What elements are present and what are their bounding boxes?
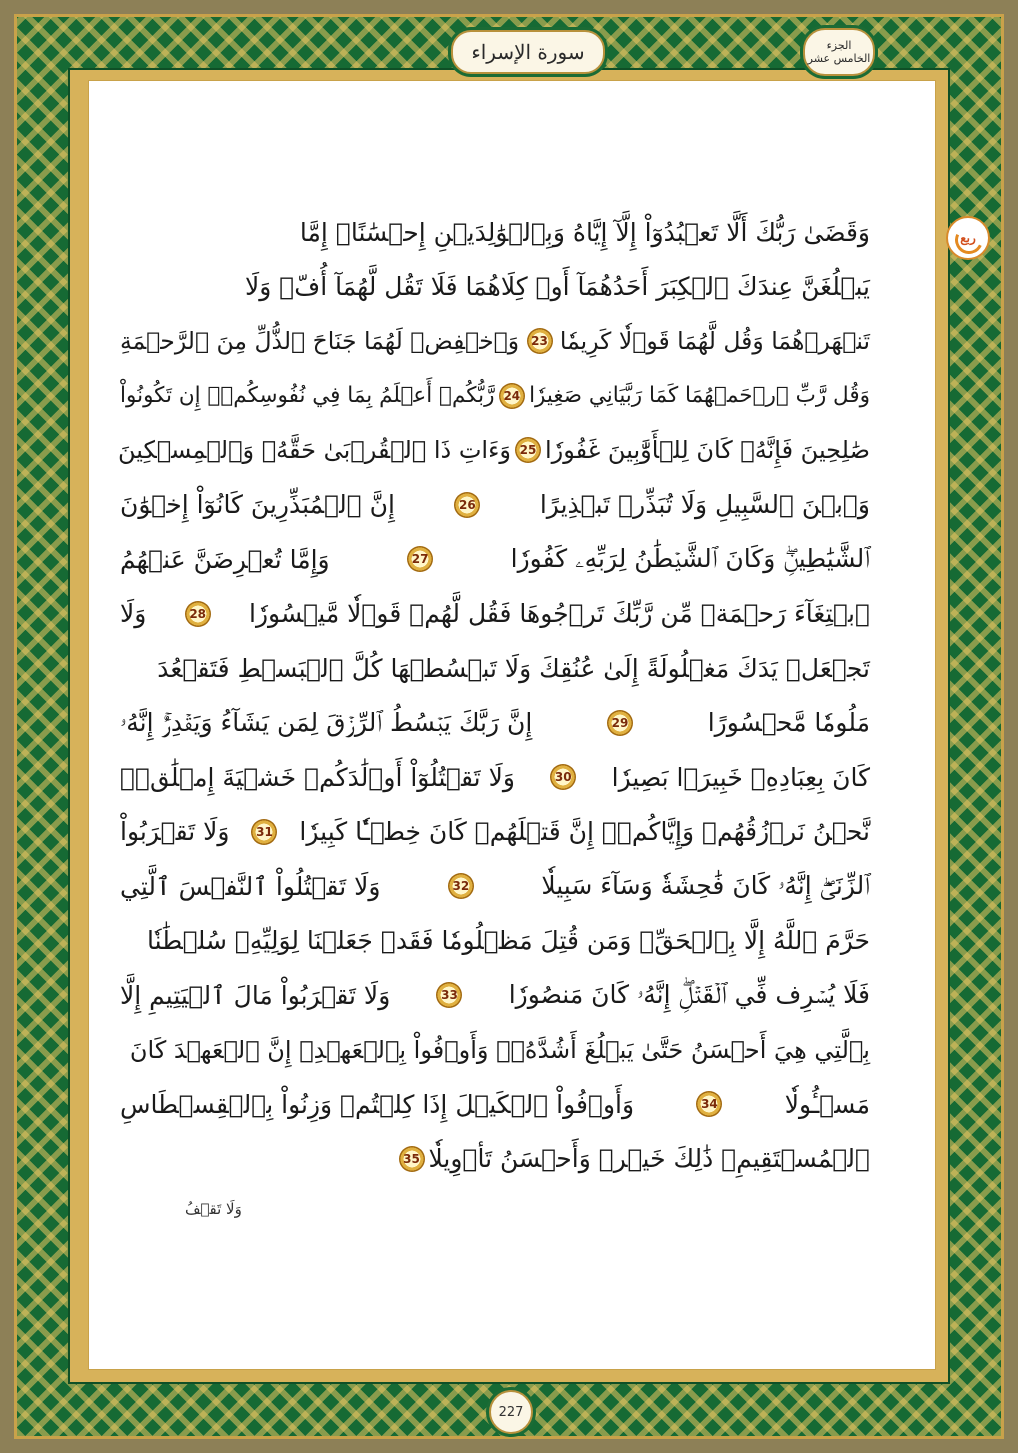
- verse-text: تَنۡهَرۡهُمَا وَقُل لَّهُمَا قَوۡلٗا كَرِيمٗا: [559, 327, 870, 356]
- verse-line: [120, 205, 870, 260]
- verse-line: [120, 1077, 870, 1132]
- verse-text: وَأَوۡفُواْ ٱلۡكَيۡلَ إِذَا كِلۡتُمۡ وَزِنُواْ بِٱلۡقِسۡطَاسِ: [120, 1089, 635, 1119]
- verse-text: وَٱخۡفِضۡ لَهُمَا جَنَاحَ ٱلذُّلِّ مِنَ ٱلرَّحۡمَةِ: [120, 327, 520, 356]
- catchword: وَلَا تَقۡفُ: [185, 1200, 242, 1218]
- verse-line: [120, 750, 870, 805]
- verse-text: رَّبُّكُمۡ أَعۡلَمُ بِمَا فِي نُفُوسِكُمۡۚ إِن تَكُونُواْ: [120, 383, 495, 409]
- juz-label: الجزء: [826, 39, 852, 52]
- ayah-number-marker: 30: [550, 764, 576, 790]
- verse-text: ٱلۡمُسۡتَقِيمِۚ ذَٰلِكَ خَيۡرٞ وَأَحۡسَنُ تَأۡوِيلٗا: [428, 1144, 870, 1174]
- verse-text: ٱبۡتِغَآءَ رَحۡمَةٖ مِّن رَّبِّكَ تَرۡجُوهَا فَقُل لَّهُمۡ قَوۡلٗا مَّيۡسُورٗا: [249, 599, 870, 629]
- verse-text: وَلَا تَقۡرَبُواْ: [120, 817, 230, 847]
- verse-text: يَبۡلُغَنَّ عِندَكَ ٱلۡكِبَرَ أَحَدُهُمَآ أَوۡ كِلَاهُمَا فَلَا تَقُل لَّهُمَآ أُفّٖ وَلَا: [245, 272, 870, 302]
- verse-text: وَءَاتِ ذَا ٱلۡقُرۡبَىٰ حَقَّهُۥ وَٱلۡمِسۡكِينَ: [117, 436, 511, 465]
- verse-text: تَجۡعَلۡ يَدَكَ مَغۡلُولَةً إِلَىٰ عُنُقِكَ وَلَا تَبۡسُطۡهَا كُلَّ ٱلۡبَسۡطِ فَتَقۡعُدَ: [157, 653, 870, 683]
- hizb-label: ربع: [960, 231, 976, 245]
- page-number-cartouche: [489, 1390, 533, 1434]
- verse-line: [120, 1132, 870, 1187]
- verse-text: حَرَّمَ ٱللَّهُ إِلَّا بِٱلۡحَقِّۗ وَمَن قُتِلَ مَظۡلُومٗا فَقَدۡ جَعَلۡنَا لِوَلِيِّهِۦ سُلۡطَٰنٗا: [147, 926, 870, 956]
- verse-text: إِنَّ ٱلۡمُبَذِّرِينَ كَانُوٓاْ إِخۡوَٰنَ: [120, 490, 395, 520]
- verse-text: وَلَا تَقۡرَبُواْ مَالَ ٱلۡيَتِيمِ إِلَّا: [120, 980, 391, 1010]
- verse-line: [120, 805, 870, 860]
- surah-title-cartouche: [451, 30, 605, 74]
- verse-lines: [117, 205, 870, 1186]
- verse-text: وَقَضَىٰ رَبُّكَ أَلَّا تَعۡبُدُوٓاْ إِلَّآ إِيَّاهُ وَبِٱلۡوَٰلِدَيۡنِ إِحۡسَٰنًاۚ إِمَّا: [299, 217, 870, 247]
- verse-line: [120, 696, 870, 751]
- verse-text: ٱلشَّيَٰطِينِۖ وَكَانَ ٱلشَّيۡطَٰنُ لِرَبِّهِۦ كَفُورٗا: [510, 544, 870, 574]
- verse-line: [117, 423, 870, 478]
- verse-line: [120, 369, 870, 424]
- ayah-number-marker: 29: [607, 710, 633, 736]
- ayah-number-marker: 32: [448, 873, 474, 899]
- verse-line: [120, 587, 870, 642]
- ayah-number-marker: 34: [696, 1091, 722, 1117]
- verse-line: [120, 914, 870, 969]
- verse-text: فَلَا يُسۡرِف فِّي ٱلۡقَتۡلِۖ إِنَّهُۥ كَانَ مَنصُورٗا: [508, 980, 870, 1010]
- verse-text: مَسۡـُٔولٗا: [784, 1089, 870, 1119]
- verse-text: وَلَا تَقۡتُلُوٓاْ أَوۡلَٰدَكُمۡ خَشۡيَةَ إِمۡلَٰقٖۖ: [120, 762, 515, 792]
- ayah-number-marker: 27: [407, 546, 433, 572]
- ayah-number-marker: 25: [515, 437, 541, 463]
- verse-text: إِنَّ رَبَّكَ يَبۡسُطُ ٱلرِّزۡقَ لِمَن يَشَآءُ وَيَقۡدِرُۚ إِنَّهُۥ: [120, 707, 533, 737]
- ayah-number-marker: 31: [251, 819, 277, 845]
- verse-text: نَّحۡنُ نَرۡزُقُهُمۡ وَإِيَّاكُمۡۚ إِنَّ قَتۡلَهُمۡ كَانَ خِطۡـٔٗا كَبِيرٗا: [299, 817, 870, 847]
- surah-title: سورة الإسراء: [471, 40, 585, 64]
- ayah-number-marker: 33: [436, 982, 462, 1008]
- verse-text: صَٰلِحِينَ فَإِنَّهُۥ كَانَ لِلۡأَوَّٰبِينَ غَفُورٗا: [544, 436, 870, 465]
- verse-text: وَلَا تَقۡتُلُواْ ٱلنَّفۡسَ ٱلَّتِي: [120, 871, 381, 901]
- verse-line: [120, 478, 870, 533]
- ayah-number-marker: 24: [499, 383, 525, 409]
- ayah-number-marker: 28: [185, 601, 211, 627]
- verse-line: [120, 314, 870, 369]
- verse-line: [120, 1023, 870, 1078]
- verse-text: كَانَ بِعِبَادِهِۦ خَبِيرَۢا بَصِيرٗا: [611, 762, 870, 792]
- juz-number: الخامس عشر: [807, 52, 871, 65]
- juz-cartouche: [803, 28, 875, 76]
- ayah-number-marker: 23: [527, 328, 553, 354]
- verse-text: وَإِمَّا تُعۡرِضَنَّ عَنۡهُمُ: [120, 544, 330, 574]
- verse-text: ٱلزِّنَىٰٓۖ إِنَّهُۥ كَانَ فَٰحِشَةٗ وَسَآءَ سَبِيلٗا: [541, 871, 870, 901]
- verse-text: بِٱلَّتِي هِيَ أَحۡسَنُ حَتَّىٰ يَبۡلُغَ أَشُدَّهُۥۚ وَأَوۡفُواْ بِٱلۡعَهۡدِۖ إِنَّ ٱلۡعَهۡدَ كَانَ: [129, 1035, 870, 1064]
- ayah-number-marker: 26: [454, 492, 480, 518]
- verse-text: مَلُومٗا مَّحۡسُورًا: [707, 708, 870, 738]
- verse-line: [120, 859, 870, 914]
- verse-text: وَقُل رَّبِّ ٱرۡحَمۡهُمَا كَمَا رَبَّيَانِي صَغِيرٗا: [529, 383, 870, 409]
- verse-text: وَلَا: [120, 599, 147, 629]
- verse-text: وَٱبۡنَ ٱلسَّبِيلِ وَلَا تُبَذِّرۡ تَبۡذِيرًا: [539, 490, 870, 520]
- verse-line: [120, 641, 870, 696]
- verse-line: [120, 968, 870, 1023]
- hizb-quarter-marker: [946, 216, 990, 260]
- page-number: 227: [498, 1404, 524, 1420]
- verse-line: [120, 532, 870, 587]
- verse-line: [120, 260, 870, 315]
- ayah-number-marker: 35: [399, 1146, 425, 1172]
